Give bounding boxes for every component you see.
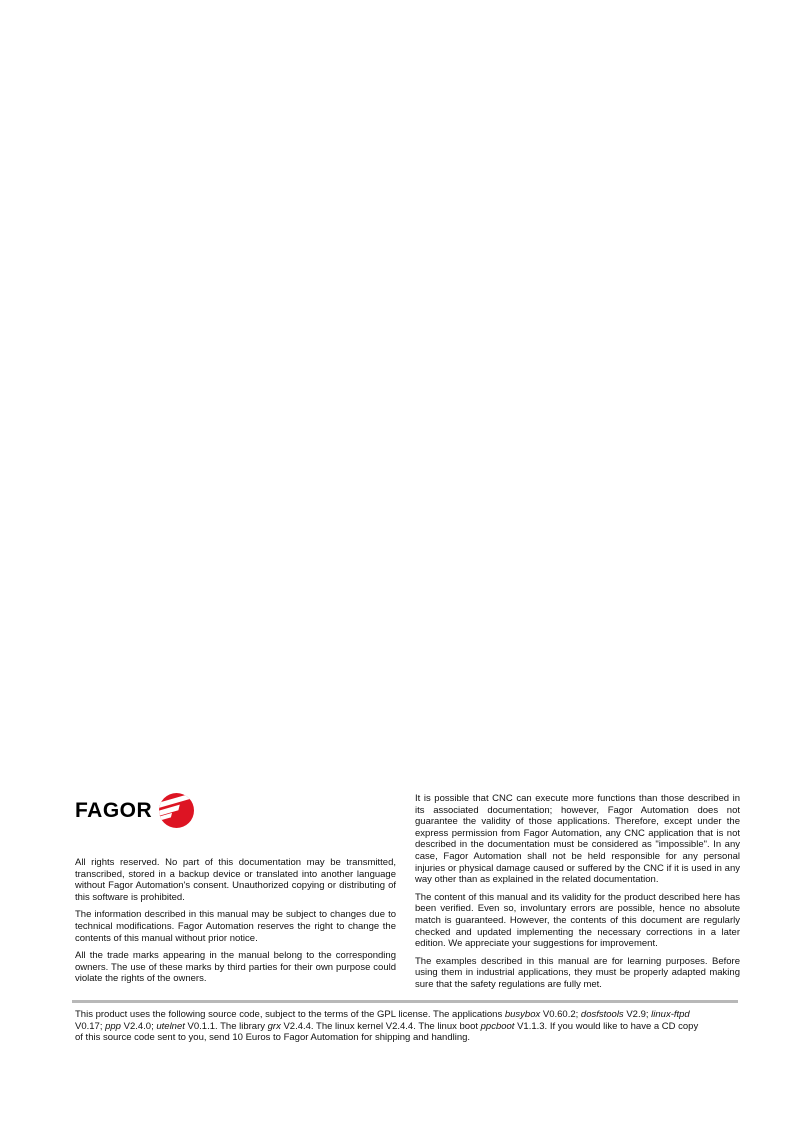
gpl-license-notice: This product uses the following source code, subject to the terms of the GPL license. The applications busybox V0.60.2; dosfstools V2.9; linux-ftpd V0.17; ppp V2.4.0; utelnet V0.1.1. The library grx V2.4.4. The linux kernel V2.4.4. The linux boot ppcboot V1.1.3. If you would like to have a CD copy of this source code sent to you, send 10 Euros to Fagor Automation for shipping and handling.	[75, 1009, 699, 1044]
rights-reserved-paragraph: All rights reserved. No part of this documentation may be transmitted, transcribed, stored in a backup device or translated into another language without Fagor Automation's consent. Unauthorized copying or distributing of this software is prohibited.	[75, 857, 396, 903]
right-column	[415, 793, 740, 997]
trademarks-paragraph: All the trade marks appearing in the manual belong to the corresponding owners. The use of these marks by third parties for their own purpose could violate the rights of the owners.	[75, 950, 396, 985]
technical-modifications-paragraph: The information described in this manual may be subject to changes due to technical modifications. Fagor Automation reserves the right to change the contents of this manual without prior notice.	[75, 909, 396, 944]
learning-purposes-paragraph: The examples described in this manual are for learning purposes. Before using them in industrial applications, they must be properly adapted making sure that the safety regulations are fully met.	[415, 955, 740, 990]
fagor-logo	[75, 793, 194, 828]
cnc-functions-disclaimer-paragraph: It is possible that CNC can execute more functions than those described in its associated documentation; however, Fagor Automation does not guarantee the validity of those applications. Therefore, except under the express permission from Fagor Automation, any CNC application that is not described in the documentation must be considered as "impossible". In any case, Fagor Automation shall not be held responsible for any personal injuries or physical damage caused or suffered by the CNC if it is used in any way other than as explained in the related documentation.	[415, 793, 740, 886]
fagor-logo-text: FAGOR	[75, 799, 153, 822]
manual-validity-paragraph: The content of this manual and its validity for the product described here has been verified. Even so, involuntary errors are possible, hence no absolute match is guaranteed. However, the contents of this document are regularly checked and updated implementing the necessary corrections in a later edition. We appreciate your suggestions for improvement.	[415, 891, 740, 950]
left-column	[75, 857, 396, 991]
footer-divider	[72, 1000, 738, 1003]
fagor-logo-mark-icon	[159, 793, 194, 828]
